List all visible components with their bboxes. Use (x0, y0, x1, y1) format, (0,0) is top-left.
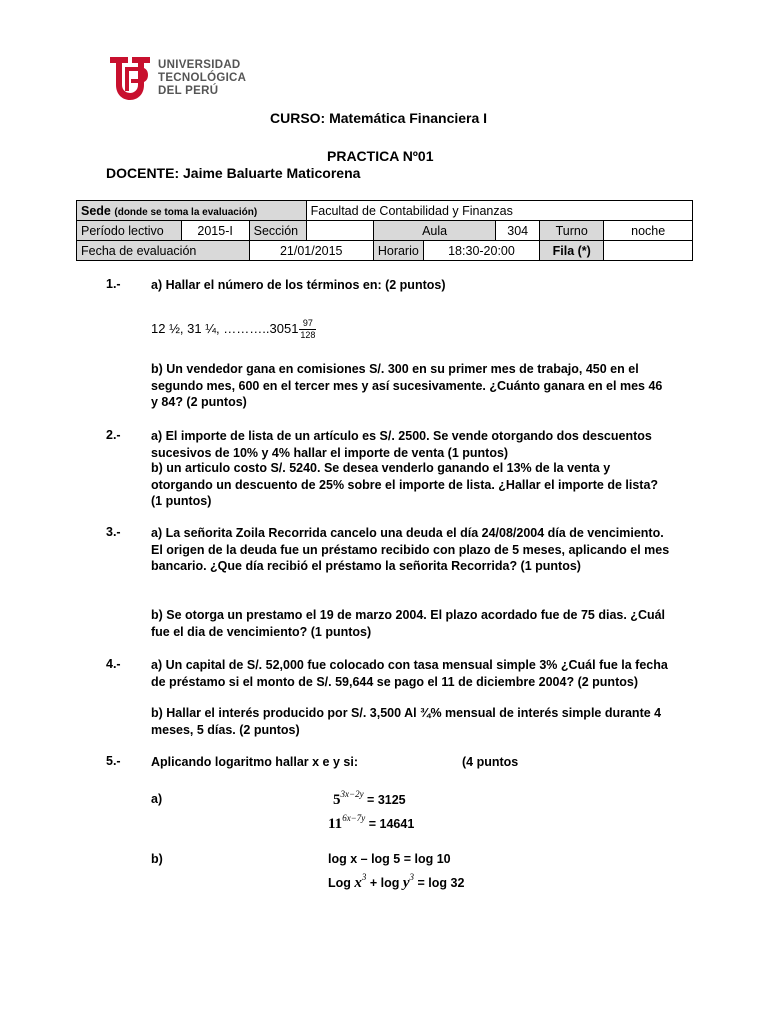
sede-label: Sede (81, 203, 111, 218)
question-4-number: 4.- (106, 657, 121, 671)
sede-value: Facultad de Contabilidad y Finanzas (306, 201, 692, 221)
question-5a-label: a) (151, 792, 163, 806)
question-4b: b) Hallar el interés producido por S/. 3,500 Al ¾% mensual de interés simple durante 4 meses, 5 días. (2 puntos) (151, 706, 662, 737)
question-1a: a) Hallar el número de los términos en: (2 puntos) (151, 278, 446, 292)
turno-label: Turno (540, 221, 604, 241)
series-fraction (299, 318, 316, 341)
question-3b: b) Se otorga un prestamo el 19 de marzo 2004. El plazo acordado fue de 75 dias. ¿Cuál fue el dia de vencimiento? (1 puntos) (151, 608, 666, 639)
question-3a: a) La señorita Zoila Recorrida cancelo una deuda el día 24/08/2004 día de vencimiento. El origen de la deuda fue un préstamo recibido con plazo de 5 meses, aplicando el mes bancario. ¿Que día recibió el préstamo la señorita Recorrida? (1 puntos) (151, 526, 670, 573)
table-row (77, 241, 693, 261)
series-text: 12 ½, 31 ¼, ………..3051 (151, 320, 299, 336)
question-3-number: 3.- (106, 525, 121, 539)
question-2b: b) un articulo costo S/. 5240. Se desea venderlo ganando el 13% de la venta y otorgando un descuento de 25% sobre el importe de lista. ¿Hallar el importe de lista? (1 puntos) (151, 461, 659, 508)
aula-value: 304 (496, 221, 540, 241)
question-2-number: 2.- (106, 428, 121, 442)
question-5-points: (4 puntos (462, 755, 519, 769)
question-4a: a) Un capital de S/. 52,000 fue colocado con tasa mensual simple 3% ¿Cuál fue la fecha de préstamo si el monto de S/. 59,644 se pago el 11 de diciembre 2004? (2 puntos) (151, 658, 668, 689)
sede-label-cell (77, 201, 307, 221)
aula-label: Aula (373, 221, 495, 241)
equation-rhs: = 14641 (368, 817, 415, 831)
logo-line-1: UNIVERSIDAD (158, 59, 241, 71)
question-1a-series (151, 318, 671, 341)
equation-base: 5 (333, 792, 341, 808)
university-logo (108, 55, 258, 103)
course-title: CURSO: Matemática Financiera I (270, 110, 488, 126)
equation-base: 11 (328, 816, 343, 832)
eq-exp-y: 3 (409, 872, 415, 882)
horario-label: Horario (373, 241, 423, 261)
eq-part: Log (328, 876, 355, 890)
turno-value: noche (604, 221, 693, 241)
fila-value (604, 241, 693, 261)
fecha-label: Fecha de evaluación (77, 241, 250, 261)
seccion-value (306, 221, 373, 241)
practice-title: PRACTICA Nº01 (327, 148, 434, 164)
eq-part: = log 32 (414, 876, 465, 890)
sede-note: (donde se toma la evaluación) (114, 206, 258, 218)
table-row (77, 221, 693, 241)
eq-exp-x: 3 (361, 872, 367, 882)
seccion-label: Sección (249, 221, 306, 241)
question-1-number: 1.- (106, 277, 121, 291)
periodo-value: 2015-I (181, 221, 249, 241)
fraction-denominator: 128 (300, 330, 316, 340)
table-row (77, 201, 693, 221)
equation-5a-2 (328, 810, 414, 833)
question-1b: b) Un vendedor gana en comisiones S/. 300 en su primer mes de trabajo, 450 en el segundo mes, 600 en el tercer mes y así sucesivamente. ¿Cuánto ganara en el mes 46 y 84? (2 puntos) (151, 362, 663, 409)
fraction-numerator: 97 (299, 318, 316, 330)
periodo-label: Período lectivo (77, 221, 182, 241)
eq-var-y: y (402, 875, 410, 891)
question-5-number: 5.- (106, 754, 121, 768)
equation-5b-2 (328, 869, 464, 892)
equation-5b-1: log x – log 5 = log 10 (328, 852, 451, 866)
exam-info-table (76, 200, 693, 261)
equation-exponent: 3x−2y (340, 789, 364, 799)
question-5b-label: b) (151, 852, 163, 866)
equation-exponent: 6x−7y (342, 813, 366, 823)
question-2a: a) El importe de lista de un artículo es S/. 2500. Se vende otorgando dos descuentos sucesivos de 10% y 4% hallar el importe de venta (1 puntos) (151, 429, 652, 460)
logo-line-2: TECNOLÓGICA (158, 72, 247, 84)
fecha-value: 21/01/2015 (249, 241, 373, 261)
equation-5a-1 (333, 786, 406, 809)
equation-rhs: = 3125 (367, 793, 406, 807)
eq-part: + log (366, 876, 403, 890)
logo-line-3: DEL PERÚ (158, 85, 219, 97)
fila-label: Fila (*) (540, 241, 604, 261)
university-name (158, 59, 246, 98)
eq-var-x: x (354, 875, 362, 891)
horario-value: 18:30-20:00 (423, 241, 539, 261)
question-5-intro: Aplicando logaritmo hallar x e y si: (151, 755, 358, 769)
utp-logo-icon (108, 55, 152, 101)
teacher-name: DOCENTE: Jaime Baluarte Maticorena (106, 165, 361, 181)
